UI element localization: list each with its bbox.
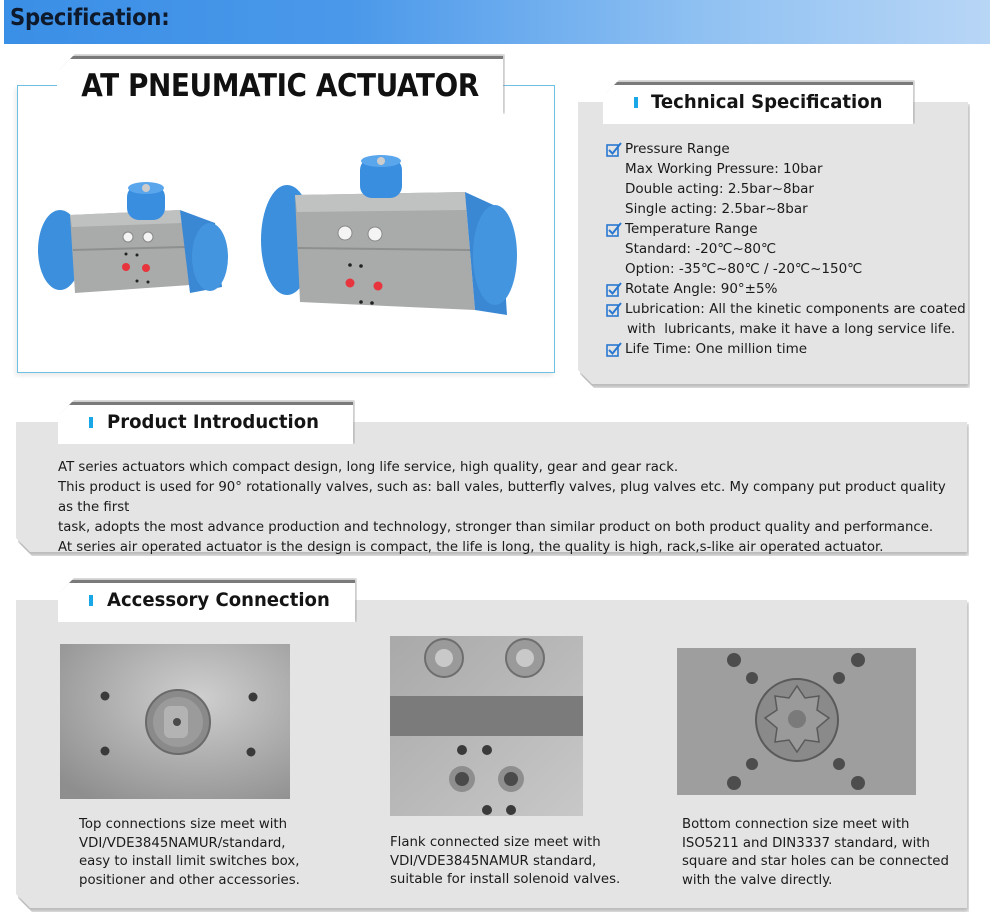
spec-item-lubrication: Lubrication: All the kinetic components are coated [605, 299, 966, 319]
tech-spec-tab [603, 82, 913, 124]
spec-detail: Standard: -20℃~80℃ [625, 241, 777, 257]
accessory-title: Accessory Connection [107, 589, 330, 611]
spec-item-rotate-angle: Rotate Angle: 90°±5% [605, 279, 966, 299]
top-connection-caption: Top connections size meet with VDI/VDE3845NAMUR/standard, easy to install limit switches box, positioner and other accessories. [79, 817, 300, 888]
checkbox-checked-icon [606, 302, 622, 317]
small-actuator-image [30, 175, 230, 315]
tech-spec-title: Technical Specification [651, 91, 883, 113]
spec-detail: Option: -35℃~80℃ / -20℃~150℃ [625, 261, 863, 277]
spec-item-pressure: Pressure Range [605, 139, 966, 159]
bottom-connection-caption: Bottom connection size meet with ISO5211 and DIN3337 standard, with square and star holes can be connected with the valve directly. [682, 817, 949, 888]
spec-detail: with lubricants, make it have a long service life. [627, 321, 956, 337]
header-bar [4, 0, 990, 44]
checkbox-checked-icon [606, 282, 622, 297]
spec-item-temperature: Temperature Range [605, 219, 966, 239]
spec-detail: Max Working Pressure: 10bar [625, 161, 823, 177]
accessory-tab [58, 580, 355, 622]
checkbox-checked-icon [606, 222, 622, 237]
page-title: Specification: [10, 5, 170, 31]
flank-connection-caption: Flank connected size meet with VDI/VDE3845NAMUR standard, suitable for install solenoid valves. [390, 835, 621, 887]
spec-detail: Single acting: 2.5bar~8bar [625, 201, 808, 217]
product-intro-text: AT series actuators which compact design, long life service, high quality, gear and gear rack. This product is used for 90° rotationally valves, such as: ball vales, butterfly valves, plug valves etc. My company put product quality as the first task, adopts the most advance production and technology, stronger than similar product on both product quality and performance. At series air operated actuator is the design is compact, the life is long, the quality is high, rack,s-like air operated actuator. [58, 460, 946, 555]
product-title: AT PNEUMATIC ACTUATOR [81, 68, 479, 104]
spec-detail: Double acting: 2.5bar~8bar [625, 181, 814, 197]
section-marker-icon [89, 595, 93, 606]
checkbox-checked-icon [606, 342, 622, 357]
section-marker-icon [634, 97, 638, 108]
large-actuator-image [255, 150, 520, 330]
product-intro-title: Product Introduction [107, 411, 319, 433]
section-marker-icon [89, 417, 93, 428]
flank-connection-image [390, 636, 583, 816]
checkbox-checked-icon [606, 142, 622, 157]
product-title-tab [57, 56, 503, 114]
bottom-connection-image [677, 648, 916, 795]
tech-spec-list [605, 139, 966, 359]
spec-item-life-time: Life Time: One million time [605, 339, 966, 359]
product-intro-tab [58, 402, 353, 444]
top-connection-image [60, 644, 290, 799]
